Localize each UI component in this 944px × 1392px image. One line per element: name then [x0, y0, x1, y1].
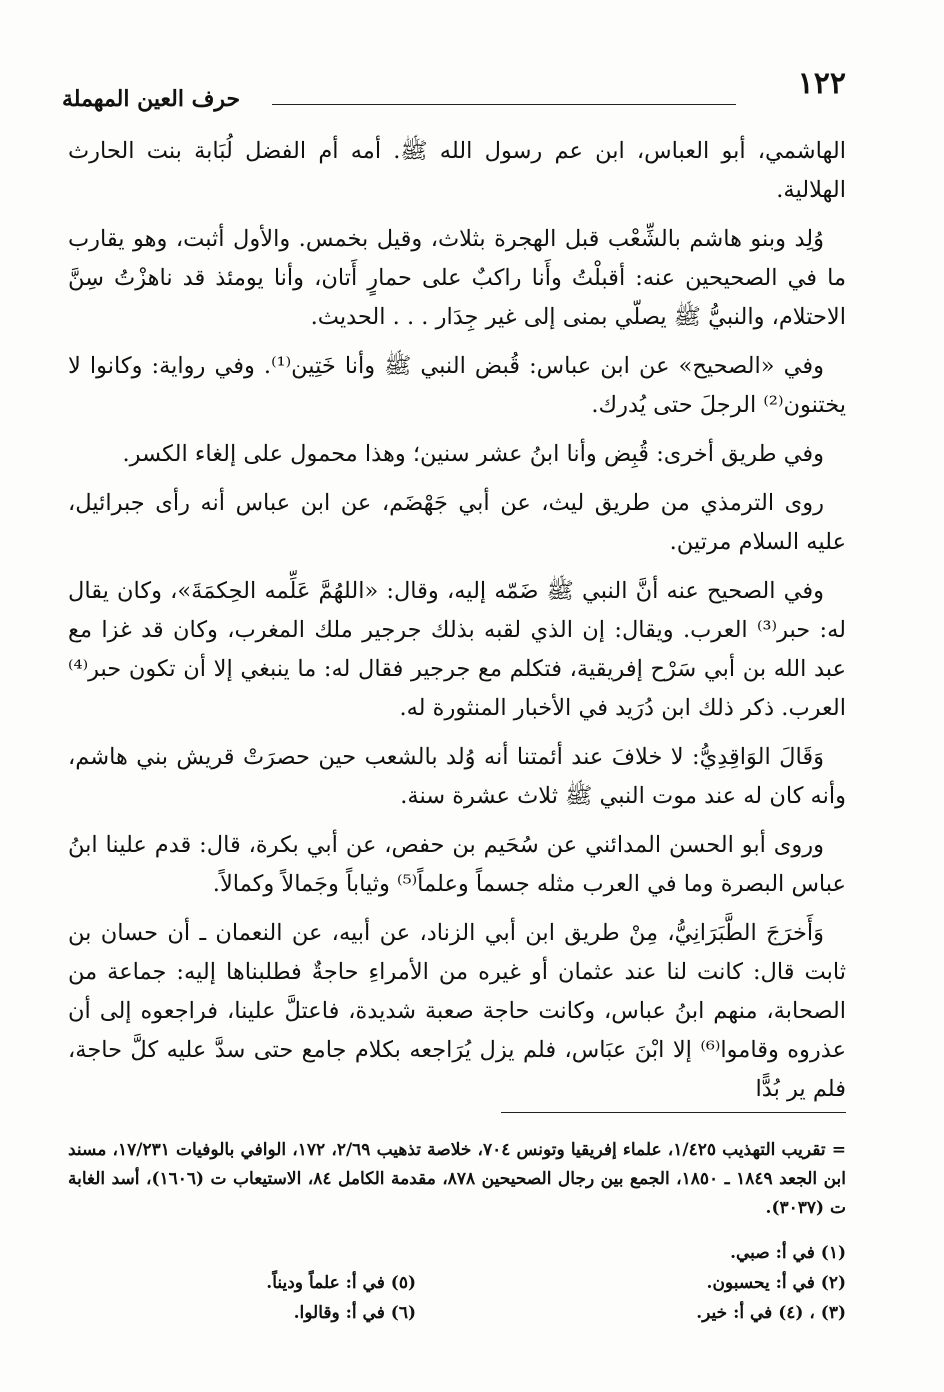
- running-head: حرف العين المهملة: [62, 86, 241, 112]
- header-rule: [272, 104, 736, 105]
- paragraph: وفي «الصحيح» عن ابن عباس: قُبض النبي ﷺ وأنا خَتِين⁽¹⁾. وفي رواية: وكانوا لا يختنون⁽²⁾ الرجلَ حتى يُدرك.: [68, 353, 846, 418]
- footnote-rule: [501, 1112, 846, 1113]
- footnote-row: [68, 1268, 846, 1298]
- page-number: ١٢٢: [797, 66, 846, 101]
- page-header: [62, 64, 846, 112]
- footnote-row: [68, 1298, 846, 1328]
- paragraph: وفي الصحيح عنه أنَّ النبي ﷺ ضَمّه إليه، وقال: «اللهُمَّ عَلِّمه الحِكمَةَ»، وكان يقال له: حبر⁽³⁾ العرب. ويقال: إن الذي لقبه بذلك جرجير ملك المغرب، وكان قد غزا مع عبد الله بن أبي سَرْح إفريقية، فتكلم مع جرجير فقال له: ما ينبغي إلا أن تكون حبر⁽⁴⁾ العرب. ذكر ذلك ابن دُرَيد في الأخبار المنثورة له.: [68, 578, 846, 721]
- paragraph: وَأَخرَجَ الطَّبَرَانِيُّ، مِنْ طريق ابن أبي الزناد، عن أبيه، عن النعمان ـ أن حسان بن ثابت قال: كانت لنا عند عثمان أو غيره من الأمراءِ حاجةٌ فطلبناها إليه: جماعة من الصحابة، منهم ابنُ عباس، وكانت حاجة صعبة شديدة، فاعتلَّ علينا، فراجعوه إلى أن عذروه وقاموا⁽⁶⁾ إلا ابْنَ عبَاس، فلم يزل يُرَاجعه بكلام جامع حتى سدَّ عليه كلَّ حاجة، فلم ير بُدًّا: [68, 920, 846, 1102]
- footnote: (٢) في أ: يحسبون.: [706, 1273, 846, 1293]
- footnote: (٣) ، (٤) في أ: خير.: [696, 1303, 846, 1323]
- paragraph: وَقَالَ الوَاقِدِيُّ: لا خلافَ عند أئمتنا أنه وُلد بالشعب حين حصرَتْ قريش بني هاشم، وأنه كان له عند موت النبي ﷺ ثلاث عشرة سنة.: [68, 744, 846, 809]
- paragraph: وُلِد وبنو هاشم بالشِّعْب قبل الهجرة بثلاث، وقيل بخمس. والأول أثبت، وهو يقارب ما في الصحيحين عنه: أقبلْتُ وأَنا راكبٌ على حمارٍ أَتان، وأنا يومئذ قد ناهزْتُ سِنَّ الاحتلام، والنبيُّ ﷺ يصلّي بمنى إلى غير جِدَار . . . الحديث.: [68, 226, 846, 330]
- footnote: (١) في أ: صبي.: [730, 1243, 846, 1263]
- footnote-row: [68, 1238, 846, 1268]
- paragraph: وفي طريق أخرى: قُبِض وأنا ابنُ عشر سنين؛ وهذا محمول على إلغاء الكسر.: [122, 441, 824, 467]
- paragraph: الهاشمي، أبو العباس، ابن عم رسول الله ﷺ. أمه أم الفضل لُبَابة بنت الحارث الهلالية.: [68, 138, 846, 203]
- main-text: [68, 132, 846, 1119]
- footnote: (٥) في أ: علماً وديناً.: [266, 1273, 416, 1293]
- paragraph: وروى أبو الحسن المدائني عن سُحَيم بن حفص، عن أبي بكرة، قال: قدم علينا ابنُ عباس البصرة وما في العرب مثله جسماً وعلماً⁽⁵⁾ وثياباً وجَمالاً وكمالاً.: [68, 832, 846, 897]
- footnote-list: [68, 1238, 846, 1328]
- footnote: (٦) في أ: وقالوا.: [293, 1303, 416, 1323]
- paragraph: روى الترمذي من طريق ليث، عن أبي جَهْضَم، عن ابن عباس أنه رأى جبرائيل، عليه السلام مرتين.: [68, 490, 846, 555]
- footnote-continuation: = تقريب التهذيب ١/٤٢٥، علماء إفريقيا وتونس ٧٠٤، خلاصة تذهيب ٢/٦٩، ١٧٢، الوافي بالوفيات ١٧/٢٣١، مسند ابن الجعد ١٨٤٩ ـ ١٨٥٠، الجمع بين رجال الصحيحين ٨٧٨، مقدمة الكامل ٨٤، الاستيعاب ت (١٦٠٦)، أسد الغابة ت (٣٠٣٧).: [68, 1140, 847, 1218]
